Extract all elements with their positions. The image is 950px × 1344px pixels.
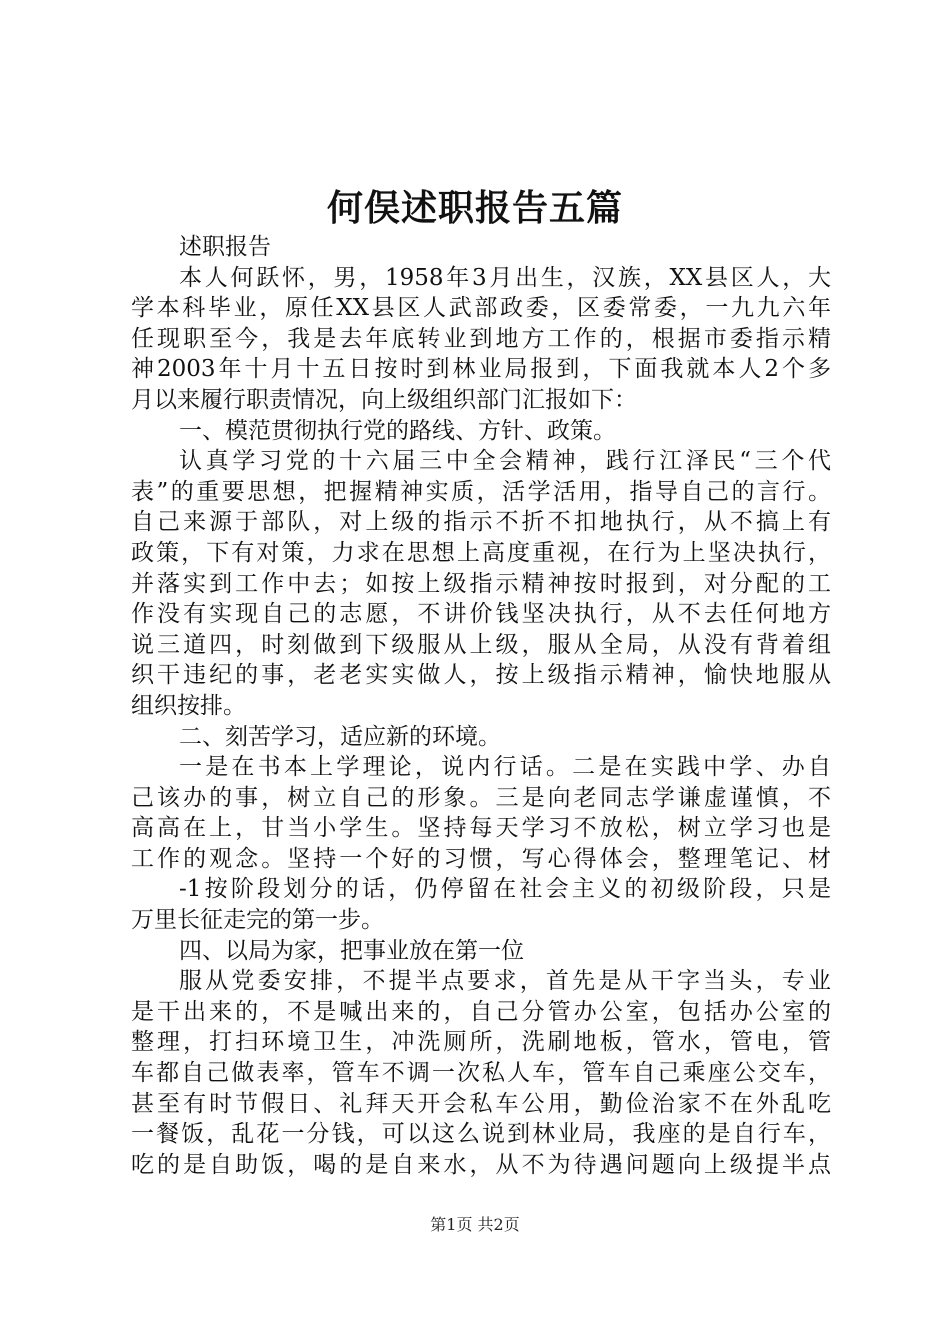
text-line: 本人何跃怀，男，1958年3月出生，汉族，XX县区人，大 [179, 264, 831, 291]
text-line: 整理，打扫环境卫生，冲洗厕所，洗刷地板，管水，管电，管 [131, 1029, 831, 1056]
text-line: 自己来源于部队，对上级的指示不折不扣地执行，从不搞上有 [131, 509, 831, 536]
text-line: 说三道四，时刻做到下级服从上级，服从全局，从没有背着组 [131, 631, 831, 658]
text-line: 一餐饭，乱花一分钱，可以这么说到林业局，我座的是自行车， [131, 1121, 831, 1148]
section-heading: 一、模范贯彻执行党的路线、方针、政策。 [179, 417, 616, 444]
text-line: 己该办的事，树立自己的形象。三是向老同志学谦虚谨慎，不 [131, 784, 831, 811]
text-line: 织干违纪的事，老老实实做人，按上级指示精神，愉快地服从 [131, 662, 831, 689]
text-line: 表”的重要思想，把握精神实质，活学活用，指导自己的言行。 [131, 478, 831, 505]
text-line: 组织按排。 [131, 692, 246, 719]
text-line: 车都自己做表率，管车不调一次私人车，管车自己乘座公交车， [131, 1060, 831, 1087]
document-body [131, 232, 831, 1180]
text-line: 政策，下有对策，力求在思想上高度重视，在行为上坚决执行， [131, 539, 831, 566]
text-line: 一是在书本上学理论，说内行话。二是在实践中学、办自 [179, 754, 831, 781]
text-line: 服从党委安排，不提半点要求，首先是从干字当头，专业 [179, 968, 831, 995]
text-line: 认真学习党的十六届三中全会精神，践行江泽民“三个代 [179, 448, 831, 475]
text-line: 作没有实现自己的志愿，不讲价钱坚决执行，从不去任何地方 [131, 601, 831, 628]
text-line: 甚至有时节假日、礼拜天开会私车公用，勤俭治家不在外乱吃 [131, 1090, 831, 1117]
text-line: 并落实到工作中去；如按上级指示精神按时报到，对分配的工 [131, 570, 831, 597]
page-footer: 第1页 共2页 [430, 1215, 520, 1234]
text-line: 吃的是自助饭，喝的是自来水，从不为待遇问题向上级提半点 [131, 1151, 831, 1178]
text-line: 高高在上，甘当小学生。坚持每天学习不放松，树立学习也是 [131, 815, 831, 842]
text-line: 学本科毕业，原任XX县区人武部政委，区委常委，一九九六年 [131, 295, 831, 322]
text-line: 是干出来的，不是喊出来的，自己分管办公室，包括办公室的 [131, 998, 831, 1025]
text-line: 述职报告 [179, 234, 271, 260]
text-line: 神2003年十月十五日按时到林业局报到，下面我就本人2个多 [131, 356, 831, 383]
text-line: 月以来履行职责情况，向上级组织部门汇报如下： [131, 386, 637, 413]
section-heading: 二、刻苦学习，适应新的环境。 [179, 723, 501, 750]
text-line: 工作的观念。坚持一个好的习惯，写心得体会，整理笔记、材 [131, 845, 831, 872]
text-line: 万里长征走完的第一步。 [131, 907, 384, 934]
section-heading: 四、以局为家，把事业放在第一位 [179, 937, 524, 964]
document-title: 何俣述职报告五篇 [326, 187, 623, 229]
text-line: 任现职至今，我是去年底转业到地方工作的，根据市委指示精 [131, 325, 831, 352]
text-line: -1按阶段划分的话，仍停留在社会主义的初级阶段，只是 [179, 876, 831, 903]
